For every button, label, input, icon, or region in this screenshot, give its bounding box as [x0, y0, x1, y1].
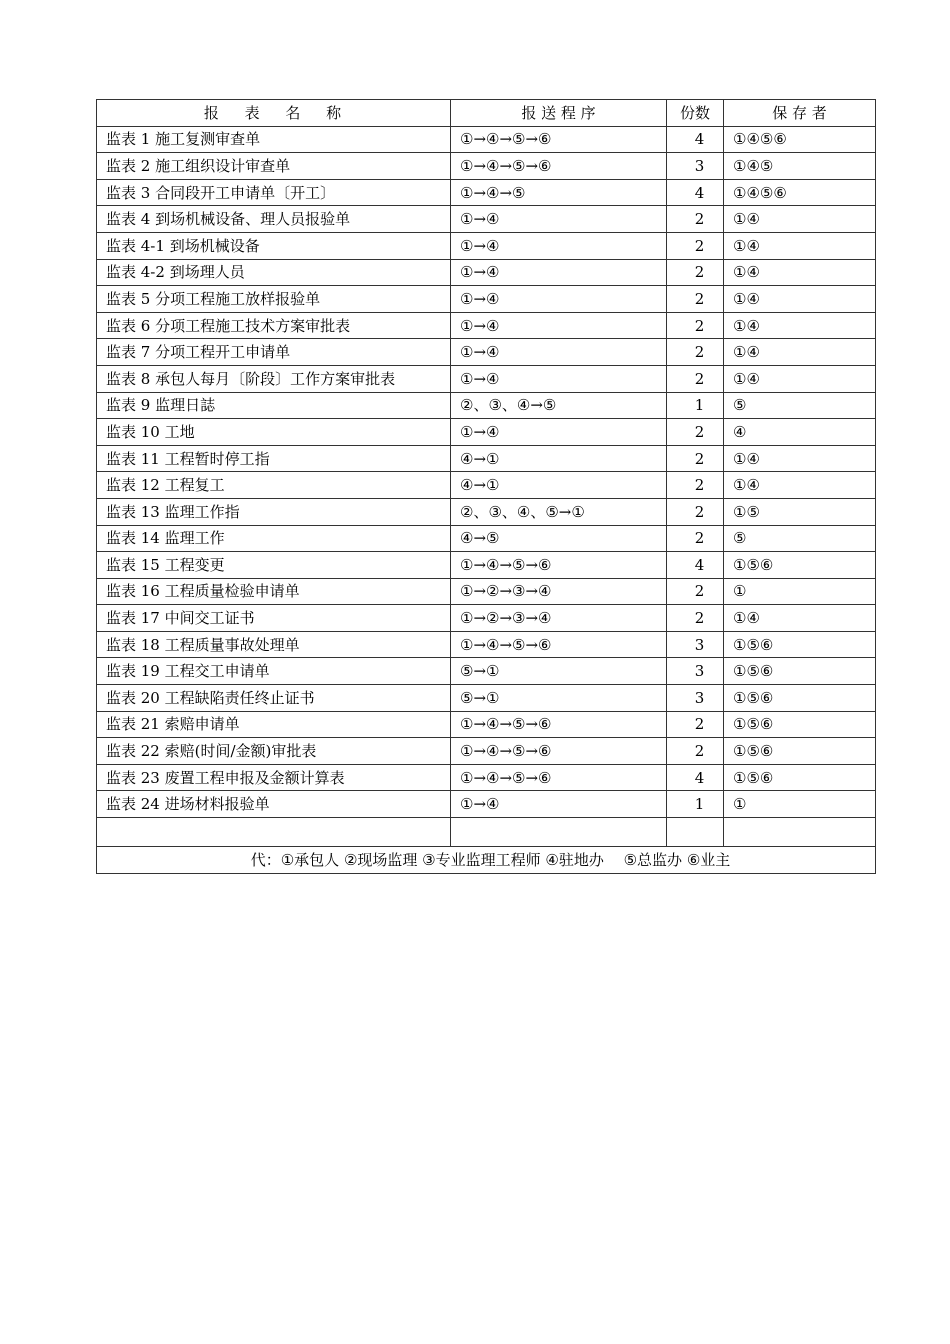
- routing-procedure-cell: ①→④: [451, 259, 667, 286]
- table-header-row: [97, 100, 876, 127]
- keeper-cell: ①④: [724, 286, 876, 313]
- table-row: [97, 286, 876, 313]
- routing-procedure-cell: ①→④: [451, 419, 667, 446]
- keeper-cell: ①⑤⑥: [724, 711, 876, 738]
- report-name-cell: 监表 24 进场材料报验单: [97, 791, 451, 818]
- table-row: [97, 339, 876, 366]
- header-routing-procedure: 报 送 程 序: [451, 100, 667, 127]
- table-row: [97, 259, 876, 286]
- table-row: [97, 153, 876, 180]
- table-row: [97, 605, 876, 632]
- report-name-cell: 监表 21 索赔申请单: [97, 711, 451, 738]
- routing-procedure-cell: ④→⑤: [451, 525, 667, 552]
- table-row: [97, 365, 876, 392]
- table-row: [97, 232, 876, 259]
- report-name-cell: 监表 2 施工组织设计审查单: [97, 153, 451, 180]
- table-row: [97, 498, 876, 525]
- report-name-cell: 监表 10 工地: [97, 419, 451, 446]
- keeper-cell: ①⑤⑥: [724, 685, 876, 712]
- routing-procedure-cell: ①→④: [451, 286, 667, 313]
- report-name-cell: 监表 12 工程复工: [97, 472, 451, 499]
- keeper-cell: ①⑤⑥: [724, 631, 876, 658]
- routing-procedure-cell: ①→④: [451, 339, 667, 366]
- keeper-cell: ①④⑤: [724, 153, 876, 180]
- report-name-cell: 监表 7 分项工程开工申请单: [97, 339, 451, 366]
- keeper-cell: ①④: [724, 232, 876, 259]
- table-row: [97, 738, 876, 765]
- table-row: [97, 552, 876, 579]
- table-row: [97, 658, 876, 685]
- report-name-cell: 监表 16 工程质量检验申请单: [97, 578, 451, 605]
- routing-procedure-cell: ①→②→③→④: [451, 605, 667, 632]
- keeper-cell: ①④: [724, 605, 876, 632]
- blank-row: [97, 818, 876, 847]
- copies-cell: 2: [667, 206, 724, 233]
- report-name-cell: 监表 22 索赔(时间/金额)审批表: [97, 738, 451, 765]
- table-row: [97, 126, 876, 153]
- report-name-cell: 监表 18 工程质量事故处理单: [97, 631, 451, 658]
- report-name-cell: 监表 19 工程交工申请单: [97, 658, 451, 685]
- copies-cell: 3: [667, 631, 724, 658]
- keeper-cell: ①④⑤⑥: [724, 179, 876, 206]
- copies-cell: 3: [667, 153, 724, 180]
- report-routing-table: [96, 99, 876, 874]
- routing-procedure-cell: ①→④: [451, 365, 667, 392]
- routing-procedure-cell: ①→④→⑤→⑥: [451, 126, 667, 153]
- report-name-cell: 监表 15 工程变更: [97, 552, 451, 579]
- routing-procedure-cell: ①→④: [451, 791, 667, 818]
- copies-cell: 4: [667, 764, 724, 791]
- routing-procedure-cell: ①→④→⑤→⑥: [451, 631, 667, 658]
- routing-procedure-cell: ①→④: [451, 232, 667, 259]
- keeper-cell: ①: [724, 791, 876, 818]
- copies-cell: 2: [667, 339, 724, 366]
- blank-cell: [724, 818, 876, 847]
- copies-cell: 2: [667, 498, 724, 525]
- table-row: [97, 472, 876, 499]
- copies-cell: 2: [667, 578, 724, 605]
- report-name-cell: 监表 4 到场机械设备、理人员报验单: [97, 206, 451, 233]
- copies-cell: 2: [667, 419, 724, 446]
- copies-cell: 2: [667, 232, 724, 259]
- table-row: [97, 179, 876, 206]
- report-name-cell: 监表 13 监理工作指: [97, 498, 451, 525]
- keeper-cell: ⑤: [724, 392, 876, 419]
- copies-cell: 2: [667, 605, 724, 632]
- routing-procedure-cell: ①→④: [451, 312, 667, 339]
- blank-cell: [97, 818, 451, 847]
- keeper-cell: ①: [724, 578, 876, 605]
- report-name-cell: 监表 4-2 到场理人员: [97, 259, 451, 286]
- keeper-cell: ④: [724, 419, 876, 446]
- header-report-name: 报 表 名 称: [97, 100, 451, 127]
- report-name-cell: 监表 8 承包人每月〔阶段〕工作方案审批表: [97, 365, 451, 392]
- table-row: [97, 631, 876, 658]
- legend-row: [97, 847, 876, 874]
- copies-cell: 2: [667, 525, 724, 552]
- report-name-cell: 监表 3 合同段开工申请单〔开工〕: [97, 179, 451, 206]
- table-row: [97, 445, 876, 472]
- routing-procedure-cell: ①→④→⑤→⑥: [451, 153, 667, 180]
- report-name-cell: 监表 23 废置工程申报及金额计算表: [97, 764, 451, 791]
- copies-cell: 2: [667, 365, 724, 392]
- keeper-cell: ①④: [724, 445, 876, 472]
- copies-cell: 2: [667, 445, 724, 472]
- keeper-cell: ①④: [724, 206, 876, 233]
- copies-cell: 2: [667, 711, 724, 738]
- copies-cell: 1: [667, 392, 724, 419]
- blank-cell: [451, 818, 667, 847]
- table-row: [97, 392, 876, 419]
- routing-procedure-cell: ①→④→⑤→⑥: [451, 552, 667, 579]
- routing-procedure-cell: ①→④: [451, 206, 667, 233]
- table-row: [97, 312, 876, 339]
- copies-cell: 4: [667, 552, 724, 579]
- report-name-cell: 监表 4-1 到场机械设备: [97, 232, 451, 259]
- blank-cell: [667, 818, 724, 847]
- table-row: [97, 525, 876, 552]
- copies-cell: 2: [667, 312, 724, 339]
- keeper-cell: ①⑤⑥: [724, 658, 876, 685]
- copies-cell: 4: [667, 126, 724, 153]
- table-row: [97, 791, 876, 818]
- table-row: [97, 206, 876, 233]
- copies-cell: 2: [667, 738, 724, 765]
- routing-procedure-cell: ①→④→⑤→⑥: [451, 738, 667, 765]
- keeper-cell: ①④: [724, 472, 876, 499]
- copies-cell: 2: [667, 472, 724, 499]
- keeper-cell: ①⑤: [724, 498, 876, 525]
- keeper-cell: ①④: [724, 312, 876, 339]
- routing-procedure-cell: ①→④→⑤: [451, 179, 667, 206]
- routing-procedure-cell: ④→①: [451, 472, 667, 499]
- keeper-cell: ①⑤⑥: [724, 552, 876, 579]
- keeper-cell: ①④: [724, 365, 876, 392]
- table-row: [97, 711, 876, 738]
- copies-cell: 1: [667, 791, 724, 818]
- routing-procedure-cell: ⑤→①: [451, 658, 667, 685]
- routing-procedure-cell: ⑤→①: [451, 685, 667, 712]
- report-name-cell: 监表 1 施工复测审查单: [97, 126, 451, 153]
- copies-cell: 3: [667, 658, 724, 685]
- header-copies: 份数: [667, 100, 724, 127]
- copies-cell: 2: [667, 286, 724, 313]
- routing-procedure-cell: ①→④→⑤→⑥: [451, 764, 667, 791]
- table-row: [97, 419, 876, 446]
- routing-procedure-cell: ④→①: [451, 445, 667, 472]
- copies-cell: 4: [667, 179, 724, 206]
- header-keeper: 保 存 者: [724, 100, 876, 127]
- table-row: [97, 578, 876, 605]
- keeper-cell: ①④⑤⑥: [724, 126, 876, 153]
- keeper-cell: ①④: [724, 259, 876, 286]
- table-row: [97, 764, 876, 791]
- table-body: [97, 126, 876, 817]
- report-name-cell: 监表 9 监理日誌: [97, 392, 451, 419]
- keeper-cell: ⑤: [724, 525, 876, 552]
- report-name-cell: 监表 20 工程缺陷责任终止证书: [97, 685, 451, 712]
- report-name-cell: 监表 5 分项工程施工放样报验单: [97, 286, 451, 313]
- legend-note: 代：①承包人 ②现场监理 ③专业监理工程师 ④驻地办 ⑤总监办 ⑥业主: [97, 847, 876, 874]
- report-name-cell: 监表 6 分项工程施工技术方案审批表: [97, 312, 451, 339]
- keeper-cell: ①⑤⑥: [724, 764, 876, 791]
- routing-procedure-cell: ①→④→⑤→⑥: [451, 711, 667, 738]
- copies-cell: 3: [667, 685, 724, 712]
- table-row: [97, 685, 876, 712]
- copies-cell: 2: [667, 259, 724, 286]
- report-name-cell: 监表 14 监理工作: [97, 525, 451, 552]
- report-name-cell: 监表 17 中间交工证书: [97, 605, 451, 632]
- keeper-cell: ①⑤⑥: [724, 738, 876, 765]
- keeper-cell: ①④: [724, 339, 876, 366]
- report-name-cell: 监表 11 工程暂时停工指: [97, 445, 451, 472]
- routing-procedure-cell: ②、③、④、⑤→①: [451, 498, 667, 525]
- routing-procedure-cell: ②、③、④→⑤: [451, 392, 667, 419]
- routing-procedure-cell: ①→②→③→④: [451, 578, 667, 605]
